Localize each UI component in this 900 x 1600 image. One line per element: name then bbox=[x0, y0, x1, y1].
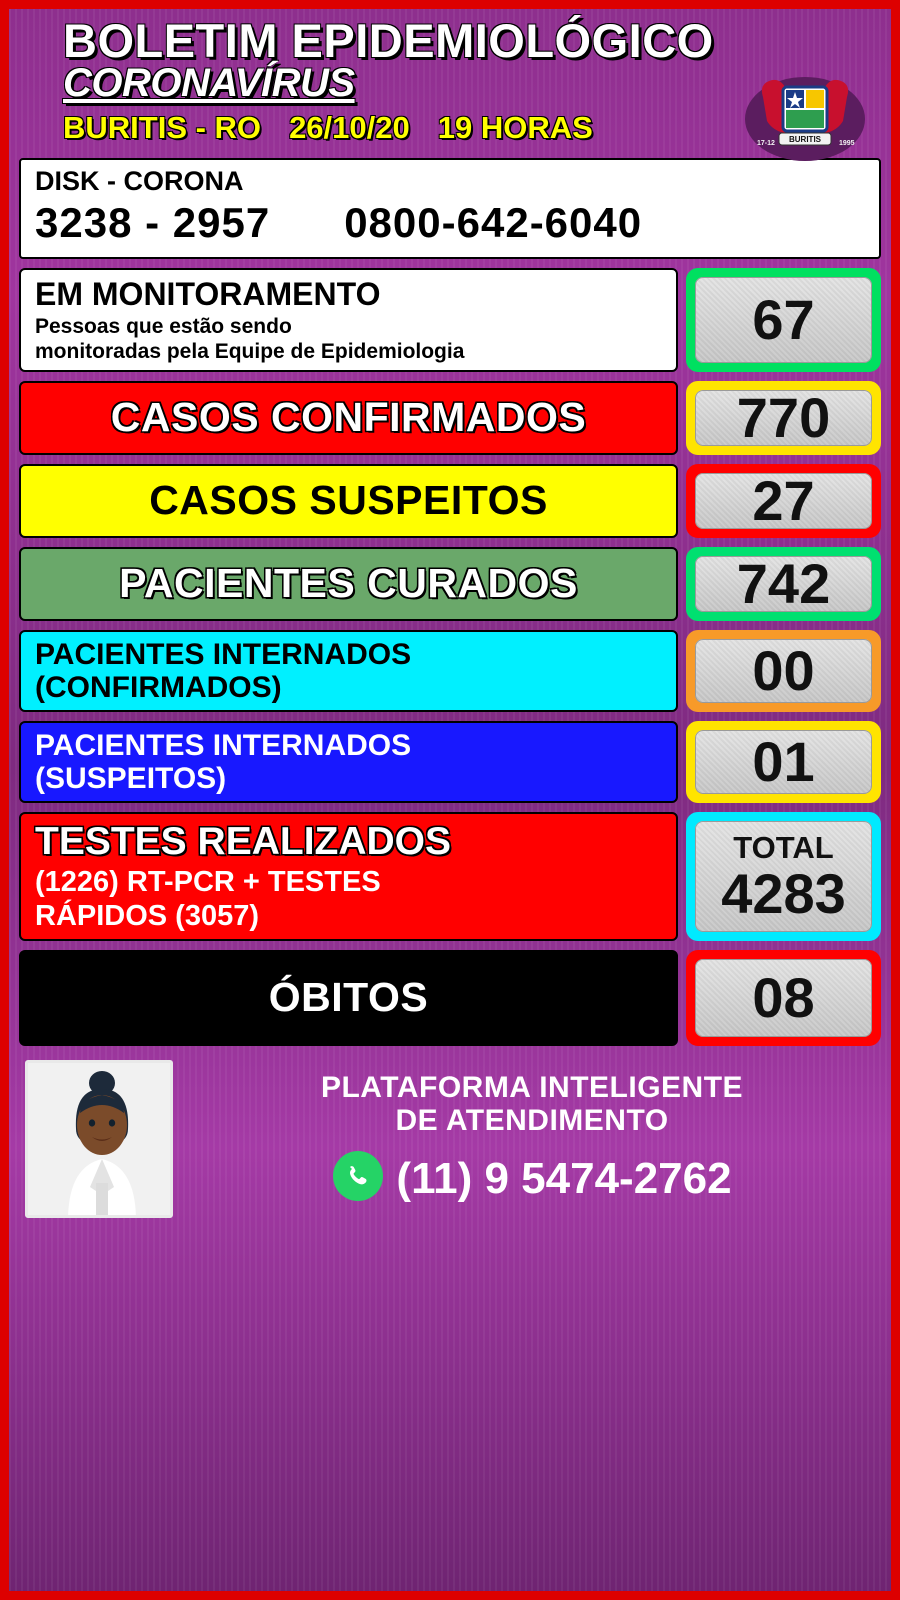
whatsapp-contact[interactable] bbox=[189, 1150, 875, 1207]
hospitalized-suspected-label-1: PACIENTES INTERNADOS bbox=[35, 728, 412, 762]
tests-total-value: 4283 bbox=[721, 862, 846, 926]
suspected-cases-value-box bbox=[686, 464, 881, 538]
tests-value-box bbox=[686, 812, 881, 941]
deaths-value-box bbox=[686, 950, 881, 1046]
monitoring-subtitle-2: monitoradas pela Equipe de Epidemiologia bbox=[35, 340, 465, 364]
row-suspected-cases bbox=[19, 464, 881, 538]
svg-text:1995: 1995 bbox=[839, 140, 855, 147]
tests-detail-1: (1226) RT-PCR + TESTES bbox=[35, 865, 381, 898]
svg-text:17-12: 17-12 bbox=[757, 140, 775, 147]
tests-label-box bbox=[19, 812, 678, 941]
row-recovered bbox=[19, 547, 881, 621]
hospitalized-confirmed-label-box bbox=[19, 630, 678, 712]
hospitalized-suspected-label-2: (SUSPEITOS) bbox=[35, 761, 227, 795]
disk-corona-box bbox=[19, 158, 881, 259]
deaths-value: 08 bbox=[752, 965, 815, 1029]
hospitalized-confirmed-label-2: (CONFIRMADOS) bbox=[35, 670, 282, 704]
platform-line-1: PLATAFORMA INTELIGENTE bbox=[320, 1070, 744, 1104]
poster-header bbox=[19, 15, 881, 150]
footer-text-block bbox=[189, 1071, 875, 1207]
platform-line-2: DE ATENDIMENTO bbox=[395, 1104, 669, 1138]
avatar bbox=[25, 1060, 173, 1218]
monitoring-value-box bbox=[686, 268, 881, 372]
confirmed-cases-value-box bbox=[686, 381, 881, 455]
monitoring-value: 67 bbox=[752, 287, 815, 351]
disk-phone-local[interactable]: 3238 - 2957 bbox=[35, 198, 271, 246]
tests-title: TESTES REALIZADOS bbox=[35, 819, 452, 863]
confirmed-cases-chip bbox=[695, 385, 872, 449]
page-subtitle: CORONAVÍRUS bbox=[63, 60, 355, 105]
suspected-cases-label: CASOS SUSPEITOS bbox=[149, 477, 548, 524]
disk-corona-numbers bbox=[35, 199, 865, 247]
whatsapp-icon bbox=[332, 1150, 384, 1207]
header-city: BURITIS - RO bbox=[63, 109, 262, 145]
row-confirmed-cases bbox=[19, 381, 881, 455]
row-hospitalized-suspected bbox=[19, 721, 881, 803]
poster-footer bbox=[19, 1060, 881, 1218]
monitoring-chip bbox=[695, 277, 872, 363]
confirmed-cases-label-box bbox=[19, 381, 678, 455]
hospitalized-confirmed-chip bbox=[695, 639, 872, 703]
confirmed-cases-label: CASOS CONFIRMADOS bbox=[110, 394, 587, 441]
deaths-chip bbox=[695, 959, 872, 1037]
disk-corona-title: DISK - CORONA bbox=[35, 165, 244, 196]
monitoring-subtitle-1: Pessoas que estão sendo bbox=[35, 314, 292, 338]
page-title: BOLETIM EPIDEMIOLÓGICO bbox=[63, 14, 714, 67]
suspected-cases-value: 27 bbox=[752, 468, 815, 532]
recovered-value: 742 bbox=[736, 551, 831, 615]
suspected-cases-chip bbox=[695, 468, 872, 532]
monitoring-title: EM MONITORAMENTO bbox=[35, 275, 381, 312]
disk-phone-tollfree[interactable]: 0800-642-6040 bbox=[344, 198, 643, 246]
recovered-label: PACIENTES CURADOS bbox=[119, 560, 578, 607]
hospitalized-confirmed-value-box bbox=[686, 630, 881, 712]
hospitalized-suspected-value-box bbox=[686, 721, 881, 803]
tests-detail-2: RÁPIDOS (3057) bbox=[35, 900, 260, 933]
recovered-label-box bbox=[19, 547, 678, 621]
recovered-chip bbox=[695, 551, 872, 615]
tests-chip bbox=[695, 821, 872, 932]
header-time: 19 HORAS bbox=[437, 109, 593, 145]
hospitalized-confirmed-label-1: PACIENTES INTERNADOS bbox=[35, 637, 412, 671]
deaths-label-box bbox=[19, 950, 678, 1046]
row-monitoring bbox=[19, 268, 881, 372]
row-deaths bbox=[19, 950, 881, 1046]
monitoring-label-box bbox=[19, 268, 678, 372]
confirmed-cases-value: 770 bbox=[736, 385, 831, 449]
recovered-value-box bbox=[686, 547, 881, 621]
deaths-label: ÓBITOS bbox=[268, 974, 429, 1021]
whatsapp-phone[interactable]: (11) 9 5474-2762 bbox=[396, 1153, 732, 1203]
row-hospitalized-confirmed bbox=[19, 630, 881, 712]
hospitalized-suspected-chip bbox=[695, 730, 872, 794]
header-date: 26/10/20 bbox=[289, 109, 410, 145]
tests-total-label: TOTAL bbox=[733, 830, 834, 866]
svg-text:BURITIS: BURITIS bbox=[789, 135, 821, 144]
hospitalized-confirmed-value: 00 bbox=[752, 638, 815, 702]
city-crest-icon bbox=[739, 73, 871, 165]
suspected-cases-label-box bbox=[19, 464, 678, 538]
row-tests bbox=[19, 812, 881, 941]
hospitalized-suspected-label-box bbox=[19, 721, 678, 803]
hospitalized-suspected-value: 01 bbox=[752, 729, 815, 793]
